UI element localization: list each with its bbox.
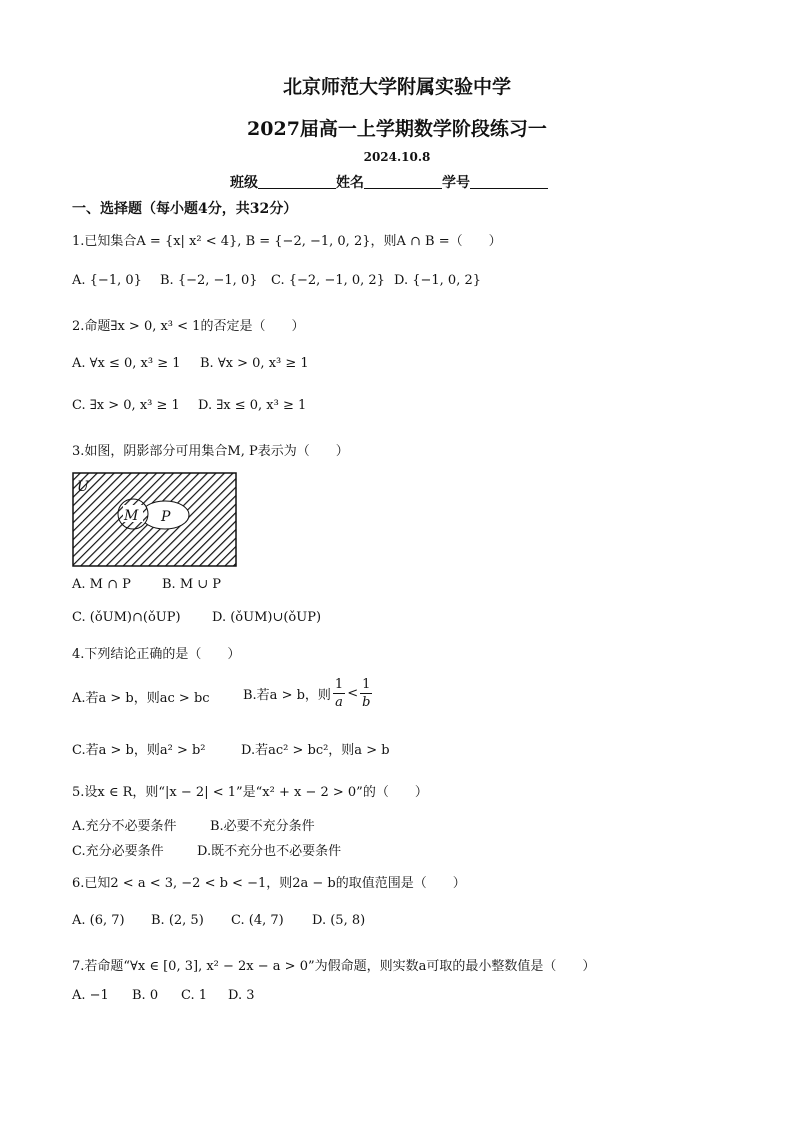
q5-option-a: A.充分不必要条件 bbox=[72, 819, 177, 834]
set-m-label: M bbox=[124, 508, 139, 524]
q4-fraction-right-den: b bbox=[362, 695, 371, 710]
q7-option-d: D. 3 bbox=[228, 988, 255, 1003]
student-id-label: 学号 bbox=[442, 175, 470, 191]
q5-option-c: C.充分必要条件 bbox=[72, 844, 164, 859]
q4-option-b bbox=[243, 676, 374, 711]
q4-option-c: C.若a > b，则a² > b² bbox=[72, 743, 206, 758]
q7-option-a: A. −1 bbox=[72, 988, 109, 1003]
question-3-stem: 3.如图，阴影部分可用集合M, P表示为（ ） bbox=[72, 444, 349, 459]
q2-option-d: D. ∃x ≤ 0, x³ ≥ 1 bbox=[198, 398, 307, 413]
q6-option-a: A. (6, 7) bbox=[72, 913, 125, 928]
student-info-line bbox=[230, 172, 548, 192]
q4-fraction-right bbox=[360, 676, 372, 711]
school-title: 北京师范大学附属实验中学 bbox=[282, 76, 511, 98]
q4-option-d: D.若ac² > bc²，则a > b bbox=[241, 743, 390, 758]
exam-title: 2027届高一上学期数学阶段练习一 bbox=[247, 118, 547, 140]
q4-option-a: A.若a > b，则ac > bc bbox=[72, 691, 210, 706]
name-label: 姓名 bbox=[336, 175, 364, 191]
q3-option-a: A. M ∩ P bbox=[72, 577, 131, 592]
q6-option-c: C. (4, 7) bbox=[231, 913, 284, 928]
q2-option-a: A. ∀x ≤ 0, x³ ≥ 1 bbox=[72, 356, 181, 371]
q1-option-c: C. {−2, −1, 0, 2} bbox=[271, 273, 385, 288]
class-label: 班级 bbox=[230, 175, 258, 191]
question-4-stem: 4.下列结论正确的是（ ） bbox=[72, 647, 241, 662]
q4-fraction-left-den: a bbox=[335, 695, 343, 710]
q2-option-c: C. ∃x > 0, x³ ≥ 1 bbox=[72, 398, 180, 413]
q6-option-b: B. (2, 5) bbox=[151, 913, 204, 928]
student-id-blank bbox=[470, 174, 548, 189]
question-2-stem: 2.命题∃x > 0, x³ < 1的否定是（ ） bbox=[72, 319, 305, 334]
q4-option-b-text: B.若a > b，则 bbox=[243, 688, 331, 703]
q7-option-b: B. 0 bbox=[132, 988, 159, 1003]
question-5-stem: 5.设x ∈ R，则“|x − 2| < 1”是“x² + x − 2 > 0”的（ ） bbox=[72, 785, 428, 800]
q4-fraction-right-num: 1 bbox=[362, 677, 371, 692]
q4-fraction-left bbox=[333, 676, 345, 711]
venn-diagram-svg bbox=[72, 472, 238, 568]
q3-option-b: B. M ∪ P bbox=[162, 577, 222, 592]
q5-option-d: D.既不充分也不必要条件 bbox=[197, 844, 342, 859]
question-6-stem: 6.已知2 < a < 3, −2 < b < −1，则2a − b的取值范围是（ ） bbox=[72, 876, 466, 891]
exam-date: 2024.10.8 bbox=[363, 150, 431, 164]
universe-label: U bbox=[77, 479, 89, 495]
q1-option-d: D. {−1, 0, 2} bbox=[394, 273, 482, 288]
q1-option-a: A. {−1, 0} bbox=[72, 273, 142, 288]
q7-option-c: C. 1 bbox=[181, 988, 208, 1003]
section-heading: 一、选择题（每小题4分，共32分） bbox=[72, 201, 298, 217]
q4-fraction-left-num: 1 bbox=[334, 677, 344, 692]
question-7-stem: 7.若命题“∀x ∈ [0, 3], x² − 2x − a > 0”为假命题，则实数a可取的最小整数值是（ ） bbox=[72, 959, 596, 974]
set-p-label: P bbox=[161, 509, 171, 525]
q4-fraction-op: < bbox=[347, 686, 359, 701]
venn-diagram bbox=[72, 472, 238, 572]
question-1-stem: 1.已知集合A = {x| x² < 4}, B = {−2, −1, 0, 2}，则A ∩ B =（ ） bbox=[72, 234, 502, 249]
q3-option-d: D. (ǒUM)∪(ǒUP) bbox=[212, 610, 322, 625]
q1-option-b: B. {−2, −1, 0} bbox=[160, 273, 258, 288]
q2-option-b: B. ∀x > 0, x³ ≥ 1 bbox=[200, 356, 309, 371]
class-blank bbox=[258, 174, 336, 189]
q6-option-d: D. (5, 8) bbox=[312, 913, 366, 928]
q3-option-c: C. (ǒUM)∩(ǒUP) bbox=[72, 610, 181, 625]
name-blank bbox=[364, 174, 442, 189]
q5-option-b: B.必要不充分条件 bbox=[210, 819, 315, 834]
